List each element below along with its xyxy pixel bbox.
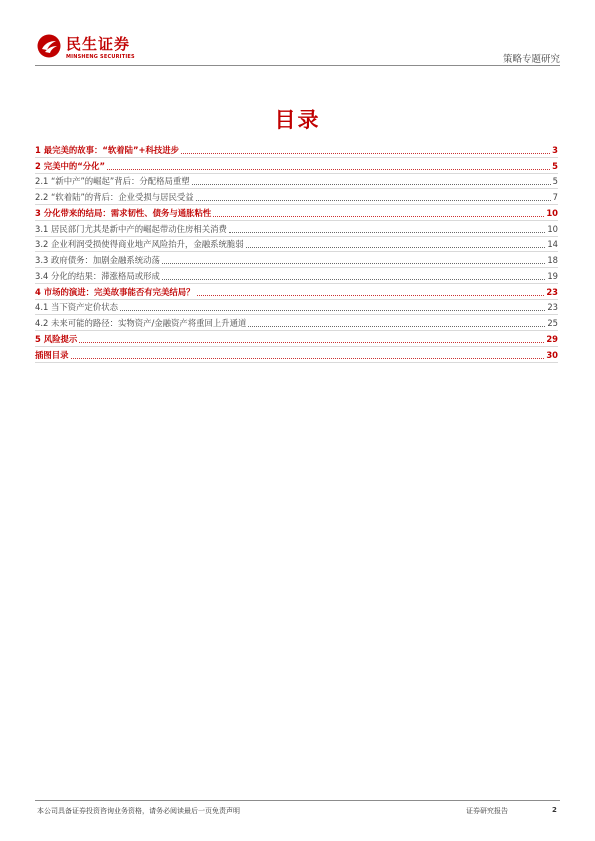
toc-entry-page[interactable]: 19 xyxy=(547,270,558,281)
toc-entry[interactable] xyxy=(35,300,558,316)
toc-entry-page[interactable]: 23 xyxy=(547,302,558,313)
toc-entry-label[interactable]: 3.3 政府债务：加剧金融系统动荡 xyxy=(35,255,160,265)
toc-entry-label[interactable]: 3.4 分化的结果：滞涨格局或形成 xyxy=(35,270,160,281)
footer-doc-type: 证券研究报告 xyxy=(466,807,508,815)
toc-leader-dots xyxy=(196,200,551,201)
toc-entry-page[interactable]: 7 xyxy=(552,192,558,202)
toc-entry-page[interactable]: 5 xyxy=(552,160,558,171)
toc-entry[interactable] xyxy=(35,315,558,331)
toc-title: 目录 xyxy=(274,108,321,132)
toc-entry-label[interactable]: 4.2 未来可能的路径：实物资产/金融资产将重回上升通道 xyxy=(35,318,247,328)
toc-entry[interactable] xyxy=(35,237,558,253)
toc-entry-page[interactable]: 30 xyxy=(546,349,558,360)
toc-entry-label[interactable]: 4 市场的演进：完美故事能否有完美结局？ xyxy=(35,286,195,297)
brand-name-cn: 民生证券 xyxy=(66,35,131,53)
toc-entry-page[interactable]: 10 xyxy=(546,207,558,218)
toc-entry-page[interactable]: 5 xyxy=(552,176,558,187)
toc-leader-dots xyxy=(71,358,545,359)
toc-entry[interactable] xyxy=(35,142,558,158)
toc-leader-dots xyxy=(107,169,550,170)
header-divider xyxy=(35,65,560,66)
toc-entry-label[interactable]: 5 风险提示 xyxy=(35,333,78,344)
toc-leader-dots xyxy=(162,263,545,264)
page-header xyxy=(0,0,595,70)
toc-entry[interactable] xyxy=(35,284,558,300)
toc-entry[interactable] xyxy=(35,268,558,284)
toc-entry-label[interactable]: 2.2 “软着陆”的背后：企业受损与居民受益 xyxy=(35,192,194,202)
toc-entry-label[interactable]: 2.1 “新中产”的崛起”背后：分配格局重塑 xyxy=(35,176,190,187)
toc-leader-dots xyxy=(197,295,545,296)
toc-entry[interactable] xyxy=(35,252,558,268)
toc-entry-page[interactable]: 3 xyxy=(552,144,558,155)
toc-leader-dots xyxy=(248,326,545,327)
toc-entry-page[interactable]: 23 xyxy=(546,286,558,297)
toc-entry-label[interactable]: 3.2 企业利润受损使得商业地产风险抬升，金融系统脆弱 xyxy=(35,239,244,250)
minsheng-logo-icon xyxy=(37,34,61,58)
toc-entry[interactable] xyxy=(35,331,558,347)
table-of-contents xyxy=(35,142,558,363)
toc-entry-label[interactable]: 3 分化带来的结局：需求韧性、债务与通胀粘性 xyxy=(35,207,212,218)
toc-leader-dots xyxy=(120,310,545,311)
brand-logo xyxy=(37,34,157,66)
toc-leader-dots xyxy=(162,279,545,280)
toc-entry-page[interactable]: 14 xyxy=(547,239,558,250)
toc-entry[interactable] xyxy=(35,205,558,221)
toc-entry-label[interactable]: 1 最完美的故事：“软着陆”+科技进步 xyxy=(35,144,180,155)
toc-entry-page[interactable]: 25 xyxy=(547,318,558,328)
toc-leader-dots xyxy=(213,216,544,217)
toc-leader-dots xyxy=(79,342,544,343)
toc-entry-label[interactable]: 3.1 居民部门尤其是新中产的崛起带动住房相关消费 xyxy=(35,223,227,234)
toc-entry-label[interactable]: 插图目录 xyxy=(35,349,69,360)
report-type-label: 策略专题研究 xyxy=(502,54,560,65)
toc-entry[interactable] xyxy=(35,158,558,174)
toc-leader-dots xyxy=(229,232,545,233)
toc-entry[interactable] xyxy=(35,174,558,190)
toc-entry[interactable] xyxy=(35,221,558,237)
toc-entry[interactable] xyxy=(35,189,558,205)
footer-disclaimer: 本公司具备证券投资咨询业务资格，请务必阅读最后一页免责声明 xyxy=(37,807,240,815)
toc-entry-label[interactable]: 2 完美中的“分化” xyxy=(35,160,106,171)
toc-entry-page[interactable]: 29 xyxy=(546,333,558,344)
toc-leader-dots xyxy=(192,184,551,185)
page-number: 2 xyxy=(552,806,557,814)
toc-entry-label[interactable]: 4.1 当下资产定价状态 xyxy=(35,302,118,313)
toc-entry-page[interactable]: 10 xyxy=(547,223,558,234)
toc-entry-page[interactable]: 18 xyxy=(547,255,558,265)
toc-leader-dots xyxy=(246,247,546,248)
toc-entry[interactable] xyxy=(35,347,558,363)
toc-leader-dots xyxy=(181,153,550,154)
brand-name-en: MINSHENG SECURITIES xyxy=(66,54,135,60)
footer-divider xyxy=(35,800,560,801)
